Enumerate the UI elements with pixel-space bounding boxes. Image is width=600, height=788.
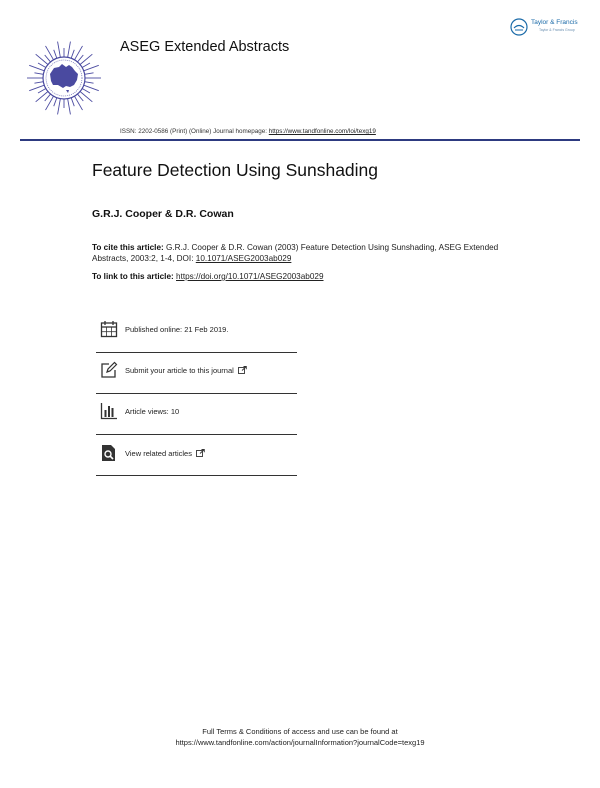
external-link-icon [196, 449, 205, 457]
search-document-icon [100, 444, 118, 462]
publisher-tagline: Taylor & Francis Group [539, 28, 575, 32]
info-separator [96, 352, 297, 353]
info-separator [96, 475, 297, 476]
submit-article-link[interactable]: Submit your article to this journal [125, 366, 247, 375]
article-authors: G.R.J. Cooper & D.R. Cowan [92, 208, 234, 220]
link-label: To link to this article: [92, 272, 177, 281]
publisher-emblem-icon [510, 18, 528, 36]
issn-text: ISSN: 2202-0586 (Print) (Online) Journal homepage: [120, 128, 269, 135]
aseg-seal-logo [26, 40, 102, 116]
cite-text: G.R.J. Cooper & D.R. Cowan (2003) Feature Detection Using Sunshading, ASEG Extended Abstracts, 2003:2, 1-4, DOI: [92, 243, 499, 263]
journal-title: ASEG Extended Abstracts [120, 39, 290, 55]
article-doi-url[interactable]: https://doi.org/10.1071/ASEG2003ab029 [176, 272, 324, 281]
info-separator [96, 434, 297, 435]
submit-article-row[interactable] [96, 357, 297, 397]
bar-chart-icon [100, 402, 118, 420]
publisher-brand: Taylor & Francis [531, 19, 578, 26]
info-separator [96, 393, 297, 394]
link-block [92, 272, 324, 281]
external-link-icon [238, 366, 247, 374]
publisher-logo[interactable] [509, 16, 585, 38]
cite-label: To cite this article: [92, 243, 167, 252]
article-title: Feature Detection Using Sunshading [92, 160, 379, 180]
issn-line [120, 128, 376, 135]
header-divider [20, 139, 580, 141]
related-articles-link[interactable]: View related articles [125, 449, 205, 458]
article-views-text: Article views: 10 [125, 407, 180, 416]
calendar-icon [100, 320, 118, 338]
published-online-text: Published online: 21 Feb 2019. [125, 325, 229, 334]
edit-icon [100, 361, 118, 379]
article-views-row [96, 398, 297, 438]
doi-link[interactable]: 10.1071/ASEG2003ab029 [195, 254, 292, 263]
published-online-row [96, 316, 297, 356]
journal-homepage-link[interactable]: https://www.tandfonline.com/loi/texg19 [268, 128, 376, 135]
footer [0, 727, 600, 748]
related-articles-row[interactable] [96, 440, 297, 480]
footer-terms-text: Full Terms & Conditions of access and use can be found at [202, 727, 398, 736]
footer-terms-link[interactable]: https://www.tandfonline.com/action/journalInformation?journalCode=texg19 [175, 737, 425, 747]
citation-block [92, 242, 512, 264]
